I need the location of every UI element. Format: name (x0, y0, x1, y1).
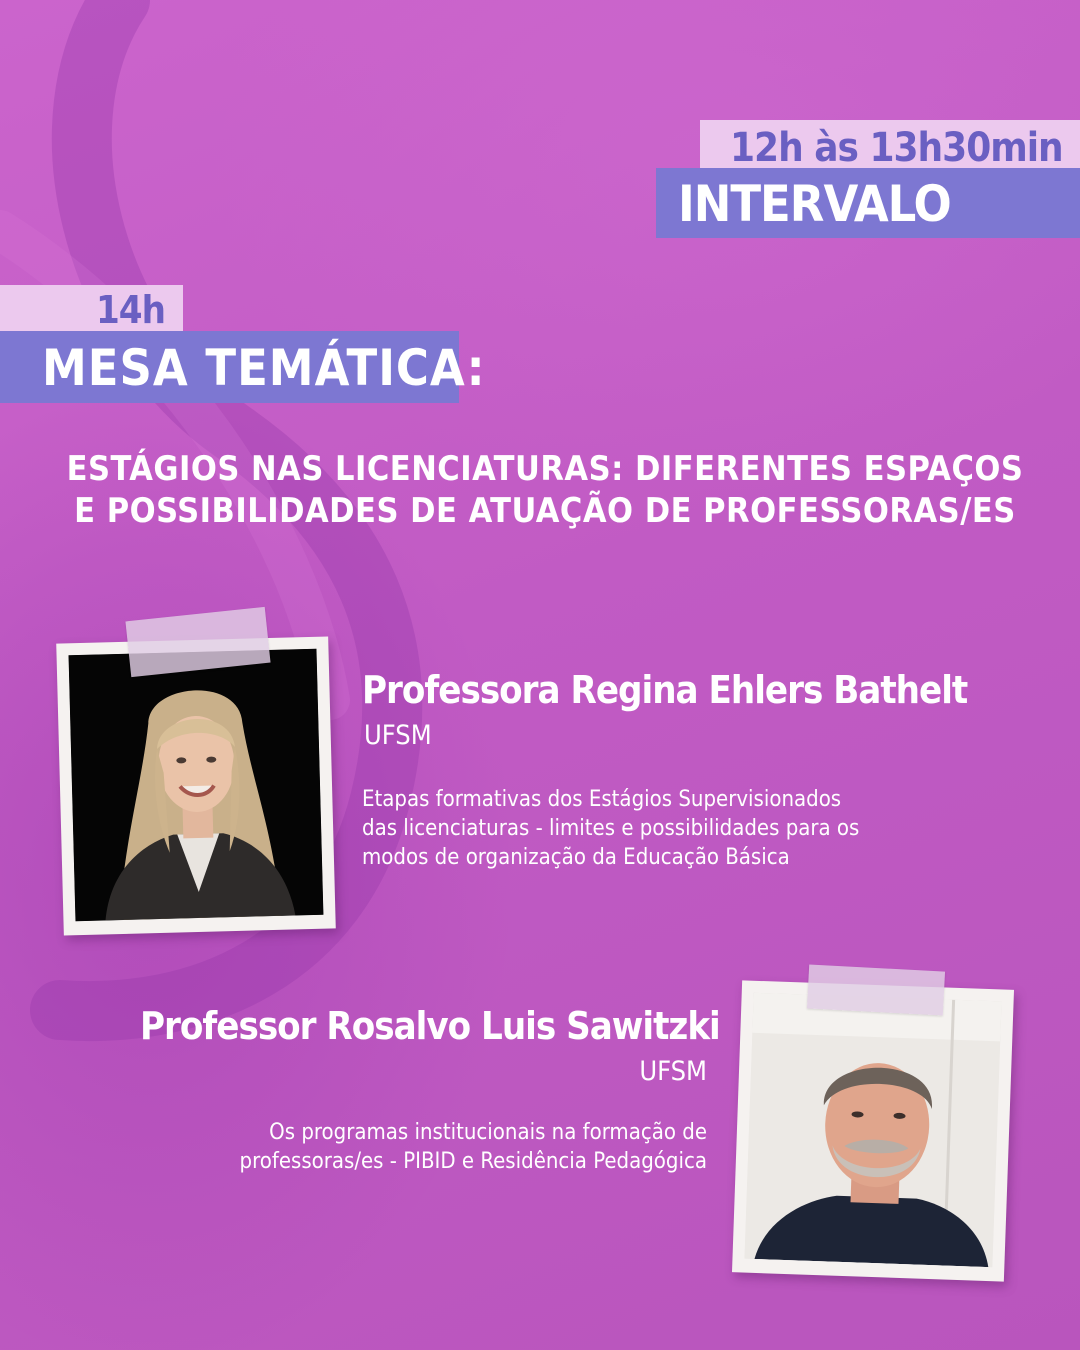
session-title (40, 448, 1050, 532)
speaker-1-name: Professora Regina Ehlers Bathelt (362, 668, 968, 712)
speaker-1-polaroid (56, 636, 336, 935)
speaker-2-description-line-1: Os programas institucionais na formação de (269, 1120, 707, 1145)
speaker-2-name: Professor Rosalvo Luis Sawitzki (140, 1004, 720, 1048)
speaker-2-polaroid (732, 980, 1014, 1281)
woman-portrait-photo (69, 649, 324, 921)
man-portrait-photo (744, 993, 1001, 1267)
speaker-1-description-line-2: das licenciaturas - limites e possibilidades para os (362, 816, 860, 841)
title-label-intervalo: INTERVALO (678, 175, 951, 233)
session-title-line-1: ESTÁGIOS NAS LICENCIATURAS: DIFERENTES ESPAÇOS (66, 449, 1024, 489)
speaker-2-description-line-2: professoras/es - PIBID e Residência Pedagógica (239, 1149, 707, 1174)
speaker-1-description (362, 785, 942, 872)
title-label-mesa: MESA TEMÁTICA: (42, 339, 486, 397)
time-label-intervalo: 12h às 13h30min (730, 125, 1063, 171)
tape-strip-2 (807, 964, 945, 1015)
speaker-2-description (150, 1118, 707, 1176)
session-title-line-2: E POSSIBILIDADES DE ATUAÇÃO DE PROFESSORAS/ES (74, 491, 1016, 531)
speaker-1-description-line-1: Etapas formativas dos Estágios Supervisionados (362, 787, 842, 812)
speaker-2-institution: UFSM (639, 1056, 707, 1087)
time-label-mesa: 14h (96, 288, 165, 332)
speaker-1-institution: UFSM (364, 720, 432, 751)
speaker-1-description-line-3: modos de organização da Educação Básica (362, 845, 790, 870)
